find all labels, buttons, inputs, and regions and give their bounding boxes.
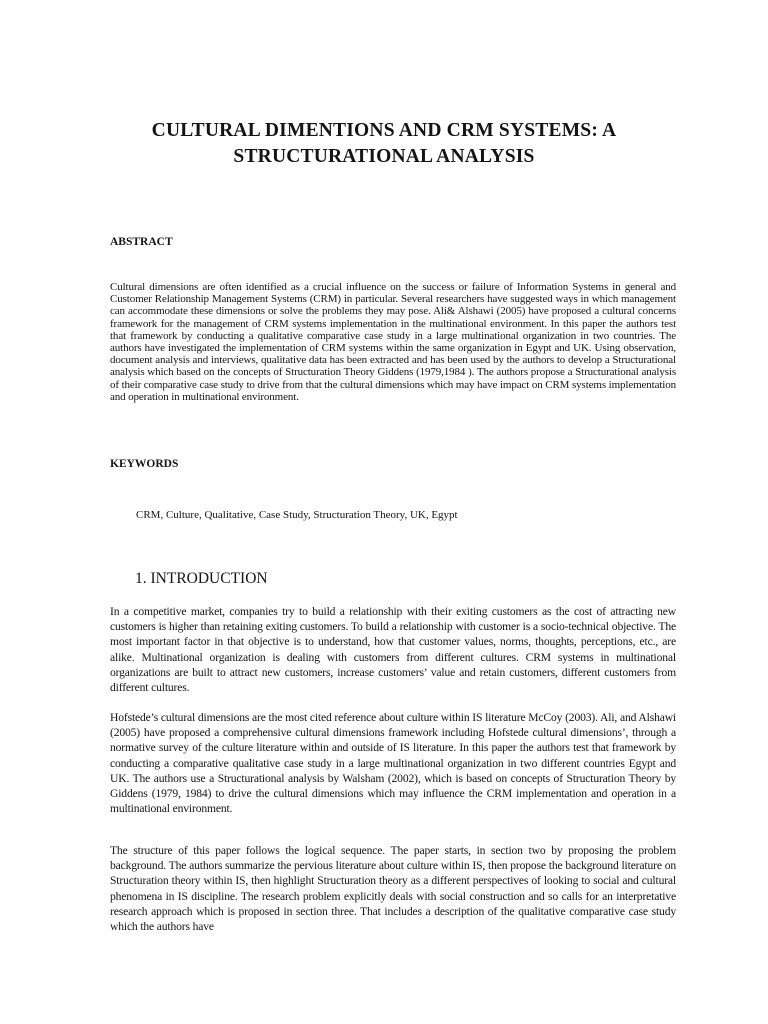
intro-paragraph-3: The structure of this paper follows the logical sequence. The paper starts, in section two by proposing the problem background. The authors summarize the pervious literature about culture within IS, then propose the background literature on Structuration theory within IS, then highlight Structuration theory as a different perspectives of looking to social and cultural phenomena in IS discipline. The research problem explicitly deals with social construction and so calls for an interpretative research approach which is proposed in section three. That includes a description of the qualitative comparative case study which the authors have: [110, 844, 676, 934]
abstract-heading: ABSTRACT: [110, 236, 173, 248]
paper-title: [100, 118, 668, 170]
abstract-text: Cultural dimensions are often identified as a crucial influence on the success or failure of Information Systems in general and Customer Relationship Management Systems (CRM) in particular. Several researchers have suggested ways in which management can accommodate these dimensions or solve the problems they may pose. Ali& Alshawi (2005) have proposed a cultural concerns framework for the management of CRM systems implementation in the multinational environment. In this paper the authors test that framework by conducting a qualitative comparative case study in a large multinational organization in two countries. The authors have investigated the implementation of CRM systems within the same organization in Egypt and UK. Using observation, document analysis and interviews, qualitative data has been extracted and has been used by the authors to develop a Structurational analysis which based on the concepts of Structuration Theory Giddens (1979,1984 ). The authors propose a Structurational analysis of their comparative case study to drive from that the cultural dimensions which may have impact on CRM systems implementation and operation in multinational environment.: [110, 281, 676, 403]
intro-paragraph-2: Hofstede’s cultural dimensions are the most cited reference about culture within IS literature McCoy (2003). Ali, and Alshawi (2005) have proposed a comprehensive cultural dimensions framework including Hofstede cultural dimensions’, through a normative survey of the culture literature within and outside of IS literature. In this paper the authors test that framework by conducting a comparative qualitative case study in a large multinational organization in two different countries Egypt and UK. The authors use a Structurational analysis by Walsham (2002), which is based on concepts of Structuration Theory by Giddens (1979, 1984) to drive the cultural dimensions which may influence the CRM implementation and operation in a multinational environment.: [110, 711, 676, 816]
title-line-1: CULTURAL DIMENTIONS AND CRM SYSTEMS: A: [151, 120, 617, 141]
keywords-heading: KEYWORDS: [110, 458, 179, 470]
keywords-text: CRM, Culture, Qualitative, Case Study, Structuration Theory, UK, Egypt: [136, 509, 458, 521]
title-line-2: STRUCTURATIONAL ANALYSIS: [233, 146, 535, 167]
intro-paragraph-1: In a competitive market, companies try to build a relationship with their exiting customers as the cost of attracting new customers is higher than retaining exiting customers. To build a relationship with customer is a socio-technical objective. The most important factor in that objective is to understand, how that customer values, norms, thoughts, perceptions, etc., are alike. Multinational organization is dealing with customers from different cultures. CRM systems in multinational organizations are built to attract new customers, increase customers’ value and retain customers, different customers from different cultures.: [110, 605, 676, 695]
introduction-heading: 1. INTRODUCTION: [135, 570, 268, 587]
